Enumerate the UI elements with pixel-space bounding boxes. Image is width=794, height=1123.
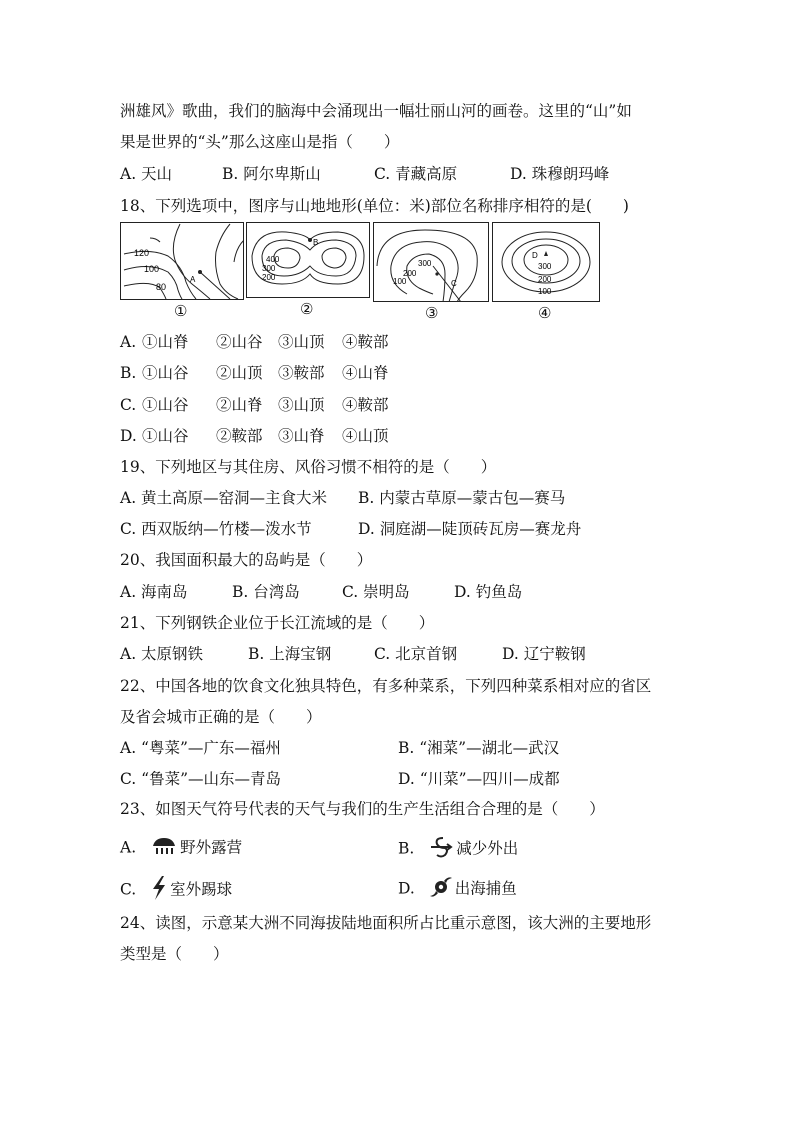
q19-option-a: A. 黄土高原—窑洞—主食大米 — [120, 489, 328, 507]
q18-option-item: ①山谷 — [142, 364, 189, 382]
q18-option-letter: C. — [120, 396, 137, 414]
q17-stem-line2: 果是世界的“头”那么这座山是指（ ） — [120, 133, 400, 151]
map2-label-400: 400 — [266, 255, 280, 264]
q23-option-text: 减少外出 — [456, 839, 519, 858]
q18-option-c — [120, 395, 389, 415]
q18-option-item: ③山脊 — [278, 427, 325, 445]
q19-option-c: C. 西双版纳—竹楼—泼水节 — [120, 520, 312, 538]
q17-option-b: B. 阿尔卑斯山 — [222, 165, 321, 183]
q23-option-b — [398, 836, 518, 863]
q18-option-item: ①山谷 — [142, 427, 189, 445]
q23-option-text: 室外踢球 — [170, 880, 233, 899]
map4-label-200: 200 — [538, 275, 552, 284]
q18-option-b — [120, 363, 389, 383]
map2-label-200: 200 — [262, 273, 276, 282]
q23-option-d — [398, 876, 517, 903]
map2-label-b: B — [313, 238, 319, 247]
q23-option-text: 出海捕鱼 — [454, 879, 517, 898]
q23-option-text: 野外露营 — [180, 838, 243, 857]
q21-option-b: B. 上海宝钢 — [248, 645, 332, 663]
q18-option-item: ④山脊 — [342, 364, 389, 382]
rain-cloud-icon — [151, 836, 177, 861]
q20-option-b: B. 台湾岛 — [232, 583, 300, 601]
q24-stem-line1: 24、读图，示意某大洲不同海拔陆地面积所占比重示意图，该大洲的主要地形 — [120, 914, 652, 932]
q21-option-d: D. 辽宁鞍钢 — [502, 645, 586, 663]
q20-option-d: D. 钓鱼岛 — [454, 583, 523, 601]
q23-option-letter: A. — [120, 838, 137, 857]
q18-option-item: ④山顶 — [342, 427, 389, 445]
q22-option-b: B. “湘菜”—湖北—武汉 — [398, 739, 560, 757]
contour-map-3 — [373, 222, 489, 322]
contour-maps — [120, 222, 600, 322]
q18-option-letter: B. — [120, 364, 137, 382]
q22-stem-line2: 及省会城市正确的是（ ） — [120, 708, 322, 726]
map1-label-80: 80 — [156, 282, 167, 292]
q18-option-item: ②山脊 — [216, 396, 263, 414]
q18-option-letter: D. — [120, 427, 137, 445]
map1-number: ① — [174, 302, 188, 320]
q18-option-item: ②山谷 — [216, 333, 263, 351]
q18-option-item: ④鞍部 — [342, 396, 389, 414]
q19-stem: 19、下列地区与其住房、风俗习惯不相符的是（ ） — [120, 458, 497, 476]
map3-label-100: 100 — [393, 277, 407, 286]
q21-option-a: A. 太原钢铁 — [120, 645, 204, 663]
q23-option-letter: C. — [120, 880, 137, 899]
q18-option-d — [120, 426, 389, 446]
lightning-icon — [151, 876, 167, 905]
q22-option-d: D. “川菜”—四川—成都 — [398, 770, 560, 788]
q21-option-c: C. 北京首钢 — [374, 645, 458, 663]
sandstorm-icon — [429, 836, 453, 863]
map3-label-300: 300 — [418, 259, 432, 268]
q17-option-d: D. 珠穆朗玛峰 — [510, 165, 610, 183]
map1-label-120: 120 — [134, 248, 150, 258]
q18-stem: 18、下列选项中，图序与山地地形(单位：米)部位名称排序相符的是( ) — [120, 197, 629, 215]
map4-number: ④ — [538, 304, 552, 322]
map1-label-100: 100 — [144, 264, 160, 274]
contour-map-1 — [120, 222, 244, 320]
q18-option-item: ④鞍部 — [342, 333, 389, 351]
q17-option-c: C. 青藏高原 — [374, 165, 458, 183]
map3-label-c: C — [451, 279, 457, 288]
q22-option-c: C. “鲁菜”—山东—青岛 — [120, 770, 282, 788]
map4-label-d: D — [532, 251, 538, 260]
map2-number: ② — [300, 300, 314, 318]
q18-option-item: ②鞍部 — [216, 427, 263, 445]
q21-stem: 21、下列钢铁企业位于长江流域的是（ ） — [120, 614, 435, 632]
q23-option-a — [120, 836, 242, 861]
q23-option-letter: B. — [398, 839, 415, 858]
q18-option-item: ②山顶 — [216, 364, 263, 382]
q19-option-b: B. 内蒙古草原—蒙古包—赛马 — [358, 489, 566, 507]
map3-number: ③ — [425, 304, 439, 322]
map1-label-a: A — [190, 275, 196, 284]
q18-option-item: ③山顶 — [278, 333, 325, 351]
q17-option-a: A. 天山 — [120, 165, 173, 183]
q18-option-item: ①山谷 — [142, 396, 189, 414]
map4-label-100: 100 — [538, 287, 552, 296]
q18-option-a — [120, 332, 389, 352]
q20-stem: 20、我国面积最大的岛屿是（ ） — [120, 551, 373, 569]
contour-map-2 — [246, 222, 370, 318]
map4-label-300: 300 — [538, 262, 552, 271]
q18-option-item: ③鞍部 — [278, 364, 325, 382]
q17-stem-line1: 洲雄风》歌曲，我们的脑海中会涌现出一幅壮丽山河的画卷。这里的“山”如 — [120, 102, 632, 120]
q20-option-a: A. 海南岛 — [120, 583, 188, 601]
map2-label-300: 300 — [262, 264, 276, 273]
q24-stem-line2: 类型是（ ） — [120, 945, 229, 963]
q19-option-d: D. 洞庭湖—陡顶砖瓦房—赛龙舟 — [358, 520, 582, 538]
q18-option-item: ③山顶 — [278, 396, 325, 414]
q20-option-c: C. 崇明岛 — [342, 583, 410, 601]
q22-option-a: A. “粤菜”—广东—福州 — [120, 739, 281, 757]
q18-option-letter: A. — [120, 333, 137, 351]
q23-stem: 23、如图天气符号代表的天气与我们的生产生活组合合理的是（ ） — [120, 800, 605, 818]
map3-label-200: 200 — [403, 269, 417, 278]
q18-option-item: ①山脊 — [142, 333, 189, 351]
typhoon-icon — [430, 876, 452, 903]
q22-stem-line1: 22、中国各地的饮食文化独具特色，有多种菜系，下列四种菜系相对应的省区 — [120, 677, 652, 695]
q23-option-letter: D. — [398, 879, 415, 898]
q23-option-c — [120, 876, 232, 905]
contour-map-4 — [492, 222, 600, 322]
